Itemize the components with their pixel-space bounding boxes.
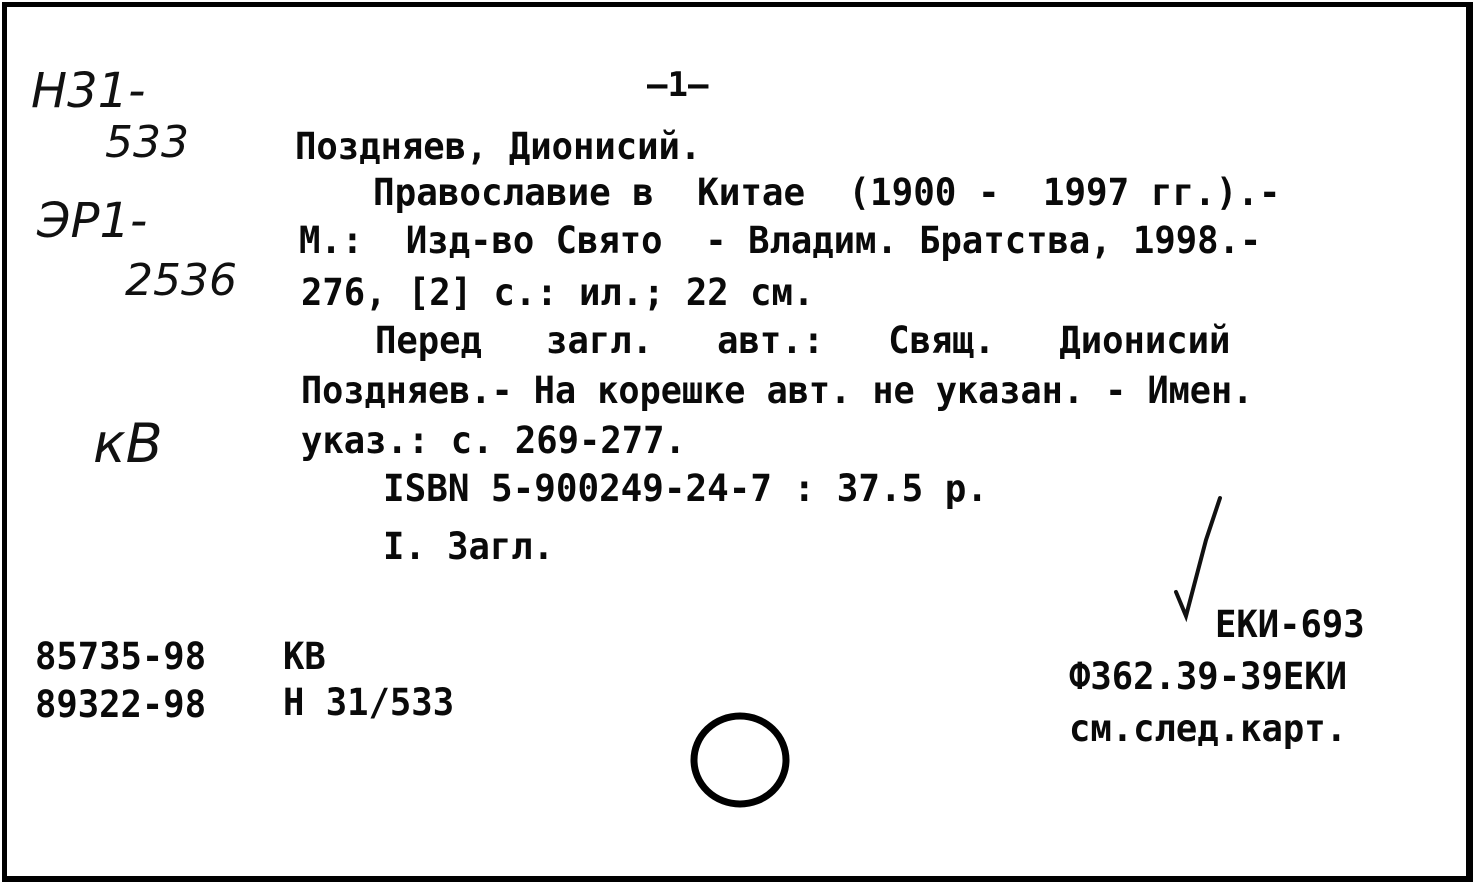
record-isbn: ISBN 5-900249-24-7 : 37.5 р. xyxy=(383,467,989,510)
record-note-line-3: указ.: с. 269-277. xyxy=(301,419,686,462)
record-imprint: М.: Изд-во Свято - Владим. Братства, 1998.- xyxy=(299,219,1262,262)
shelf-mark-1-bottom: 533 xyxy=(105,117,189,168)
record-extent: 276, [2] с.: ил.; 22 см. xyxy=(301,271,815,314)
location-mark-kv: кВ xyxy=(93,412,163,475)
record-title: Православие в Китае (1900 - 1997 гг.).- xyxy=(373,171,1281,214)
holding-number-2: 89322-98 xyxy=(35,683,207,726)
record-tracing: I. Загл. xyxy=(383,525,555,568)
holding-location-2: Н 31/533 xyxy=(283,681,455,724)
class-number: Ф362.39-39ЕКИ xyxy=(1069,655,1348,698)
shelf-mark-1-top: Н31- xyxy=(31,63,146,119)
shelf-mark-2-bottom: 2536 xyxy=(125,255,237,306)
catalog-card xyxy=(2,2,1473,882)
see-next-card: см.след.карт. xyxy=(1069,707,1348,750)
record-note-line-1: Перед загл. авт.: Свящ. Дионисий xyxy=(375,319,1231,362)
holding-location-1: КВ xyxy=(283,635,326,678)
card-number: —1— xyxy=(647,65,709,105)
eki-code: ЕКИ-693 xyxy=(1215,603,1365,646)
shelf-mark-2-top: ЭР1- xyxy=(37,193,148,249)
holding-number-1: 85735-98 xyxy=(35,635,207,678)
record-note-line-2: Поздняев.- На корешке авт. не указан. - Имен. xyxy=(301,369,1254,412)
record-author: Поздняев, Дионисий. xyxy=(295,125,702,168)
